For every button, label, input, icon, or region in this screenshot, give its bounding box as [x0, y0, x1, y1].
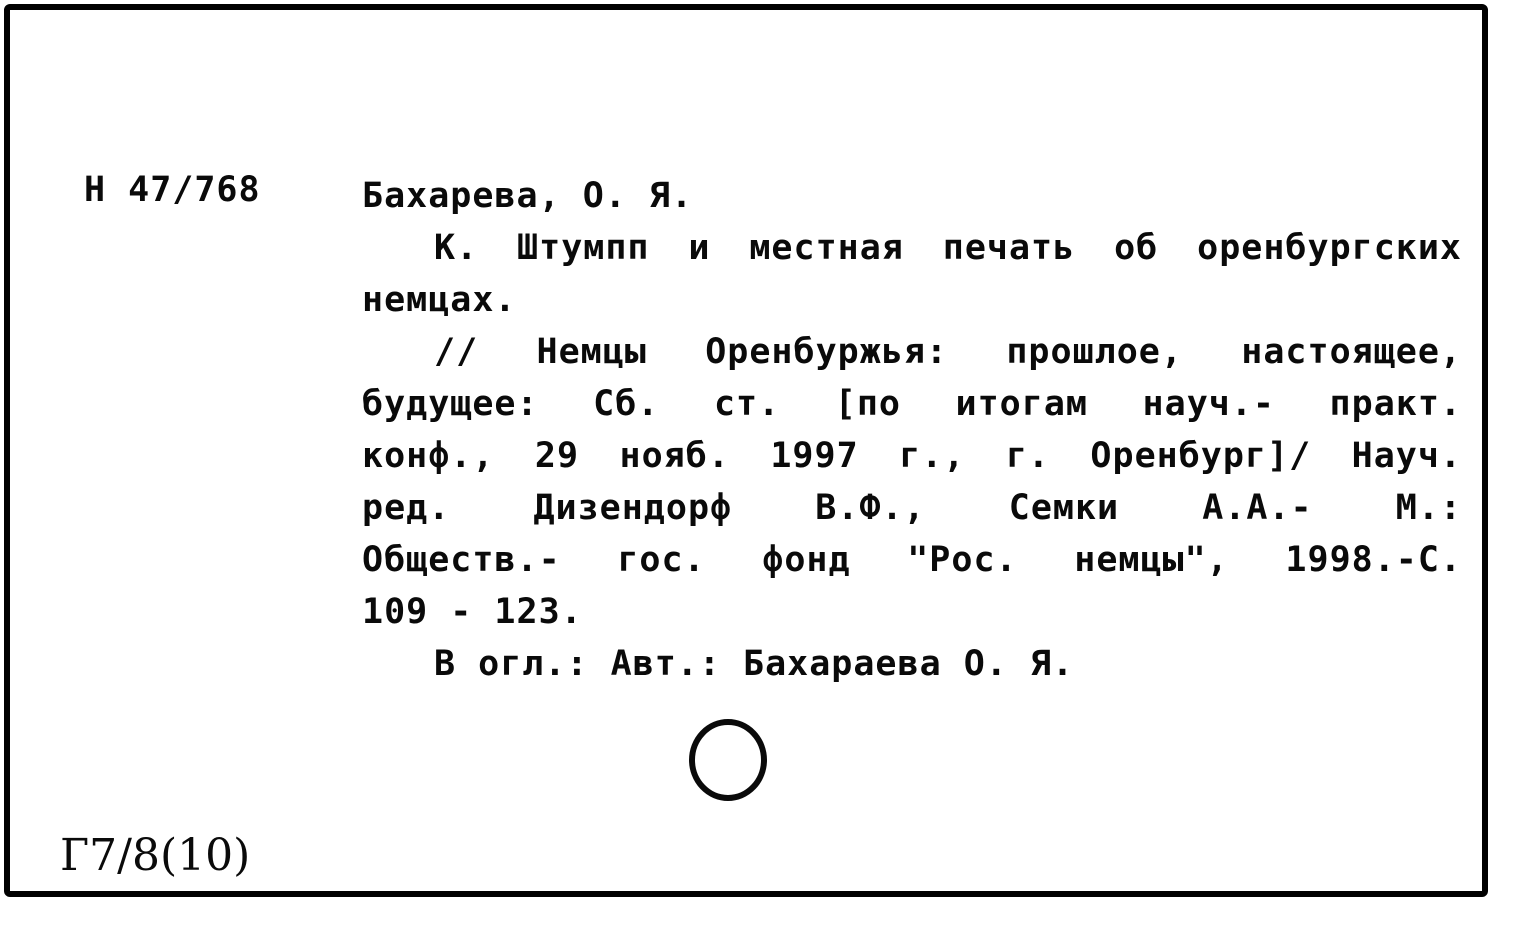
- call-number: Н 47/768: [84, 170, 261, 210]
- handwritten-shelf-mark: [56, 810, 276, 890]
- bibliographic-entry: [362, 170, 1462, 690]
- handwritten-shelf-mark-text: Г7/8(10): [60, 830, 251, 881]
- catalog-card: [4, 4, 1488, 897]
- contents-note: В огл.: Авт.: Бахараева О. Я.: [434, 644, 1075, 684]
- source-line-2: будущее: Сб. ст. [по итогам науч.- практ.: [362, 384, 1462, 424]
- title-line-1: К. Штумпп и местная печать об оренбургских: [434, 228, 1462, 268]
- title-line-2: немцах.: [362, 280, 517, 320]
- source-line-5: Обществ.- гос. фонд "Рос. немцы", 1998.-С.: [362, 540, 1462, 580]
- author-heading: Бахарева, О. Я.: [362, 176, 694, 216]
- source-line-3: конф., 29 нояб. 1997 г., г. Оренбург]/ Науч.: [362, 436, 1462, 476]
- punch-hole: [686, 718, 770, 802]
- source-line-6: 109 - 123.: [362, 592, 583, 632]
- source-line-1: // Немцы Оренбуржья: прошлое, настоящее,: [434, 332, 1462, 372]
- source-line-4: ред. Дизендорф В.Ф., Семки А.А.- М.:: [362, 488, 1462, 528]
